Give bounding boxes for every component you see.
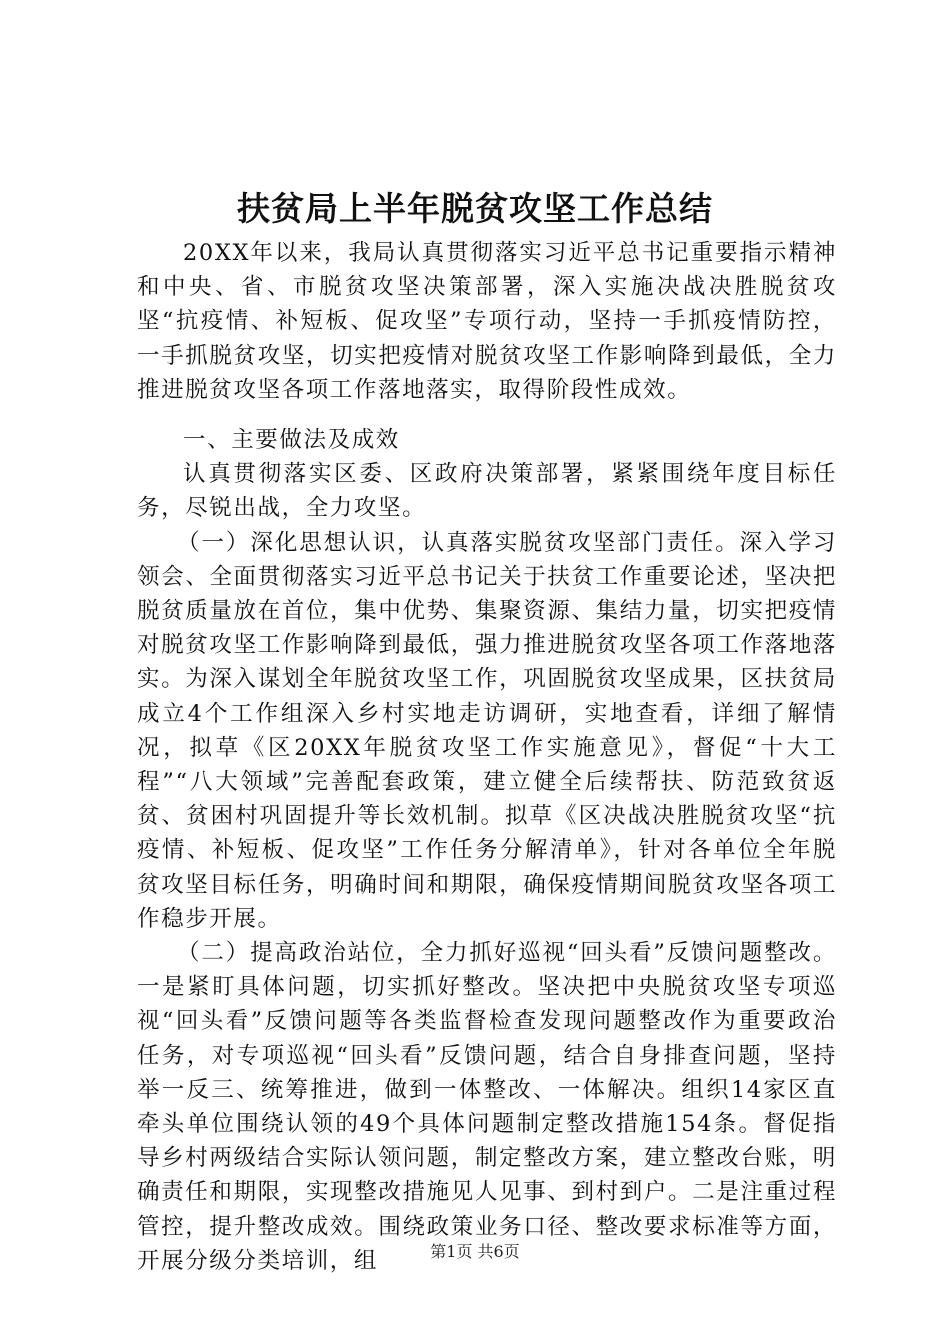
page-number-footer: 第1页 共6页 bbox=[430, 1242, 520, 1261]
document-body bbox=[137, 236, 837, 1278]
section-summary-paragraph: 认真贯彻落实区委、区政府决策部署，紧紧围绕年度目标任务，尽锐出战，全力攻坚。 bbox=[137, 461, 837, 522]
intro-paragraph: 20XX年以来，我局认真贯彻落实习近平总书记重要指示精神和中央、省、市脱贫攻坚决策部署，深入实施决战决胜脱贫攻坚“抗疫情、补短板、促攻坚”专项行动，坚持一手抓疫情防控，一手抓脱贫攻坚，切实把疫情对脱贫攻坚工作影响降到最低，全力推进脱贫攻坚各项工作落地落实，取得阶段性成效。 bbox=[137, 240, 837, 403]
subsection-one-paragraph: （一）深化思想认识，认真落实脱贫攻坚部门责任。深入学习领会、全面贯彻落实习近平总书记关于扶贫工作重要论述，坚决把脱贫质量放在首位，集中优势、集聚资源、集结力量，切实把疫情对脱贫攻坚工作影响降到最低，强力推进脱贫攻坚各项工作落地落实。为深入谋划全年脱贫攻坚工作，巩固脱贫攻坚成果，区扶贫局成立4个工作组深入乡村实地走访调研，实地查看，详细了解情况，拟草《区20XX年脱贫攻坚工作实施意见》，督促“十大工程”“八大领域”完善配套政策，建立健全后续帮扶、防范致贫返贫、贫困村巩固提升等长效机制。拟草《区决战决胜脱贫攻坚“抗疫情、补短板、促攻坚”工作任务分解清单》，针对各单位全年脱贫攻坚目标任务，明确时间和期限，确保疫情期间脱贫攻坚各项工作稳步开展。 bbox=[137, 529, 837, 932]
subsection-two-paragraph: （二）提高政治站位，全力抓好巡视“回头看”反馈问题整改。一是紧盯具体问题，切实抓好整改。坚决把中央脱贫攻坚专项巡视“回头看”反馈问题等各类监督检查发现问题整改作为重要政治任务，对专项巡视“回头看”反馈问题，结合自身排查问题，坚持举一反三、统筹推进，做到一体整改、一体解决。组织14家区直牵头单位围绕认领的49个具体问题制定整改措施154条。督促指导乡村两级结合实际认领问题，制定整改方案，建立整改台账，明确责任和期限，实现整改措施见人见事、到村到户。二是注重过程管控，提升整改成效。围绕政策业务口径、整改要求标准等方面，开展分级分类培训，组 bbox=[137, 940, 837, 1274]
section-heading: 一、主要做法及成效 bbox=[183, 427, 400, 454]
document-title: 扶贫局上半年脱贫攻坚工作总结 bbox=[237, 189, 713, 228]
